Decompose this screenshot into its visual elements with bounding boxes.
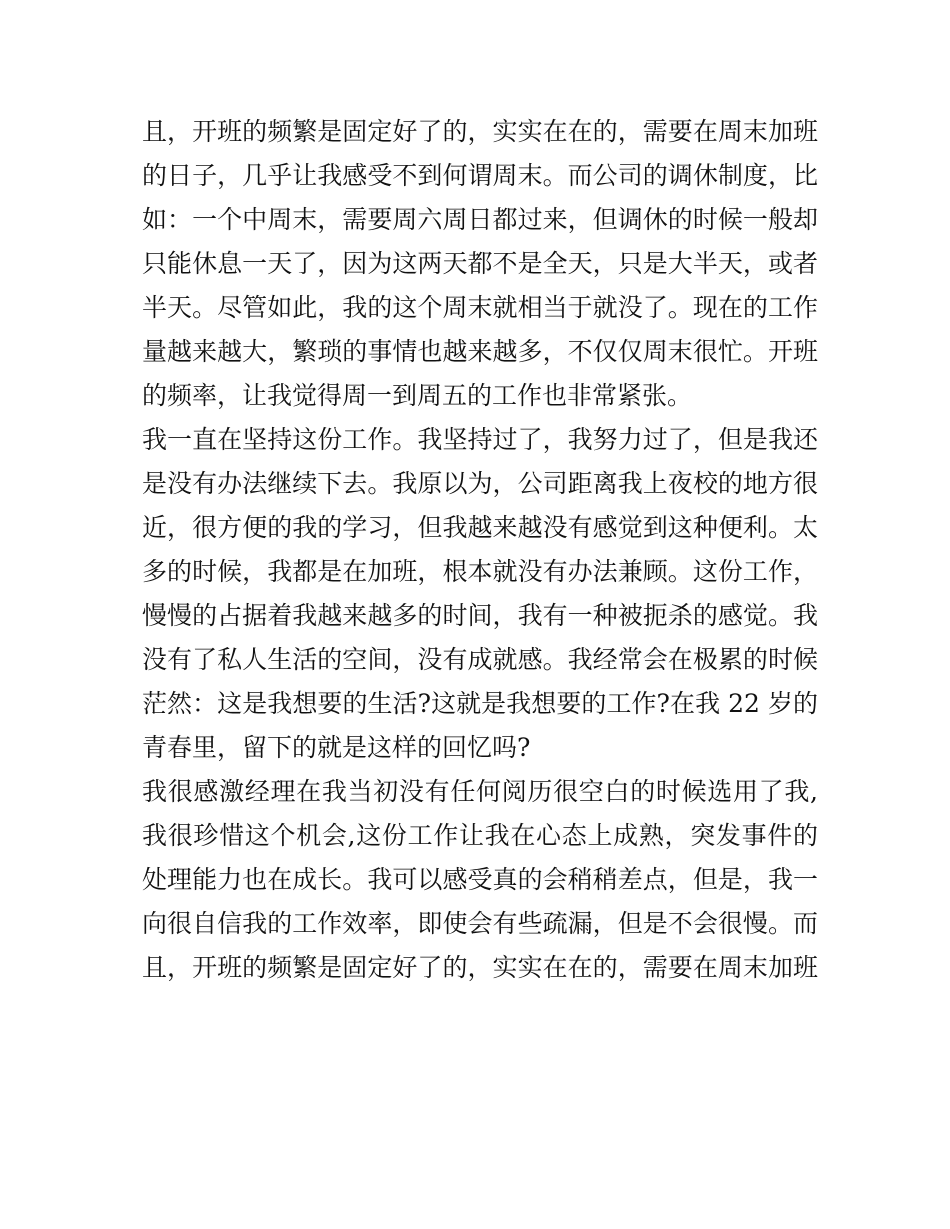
text-line: 且，开班的频繁是固定好了的，实实在在的，需要在周末加班	[142, 953, 818, 982]
text-line: 且，开班的频繁是固定好了的，实实在在的，需要在周末加班	[142, 117, 818, 146]
text-line: 只能休息一天了，因为这两天都不是全天，只是大半天，或者	[142, 249, 818, 278]
text-line: 我一直在坚持这份工作。我坚持过了，我努力过了，但是我还	[142, 425, 818, 454]
text-line: 的频率，让我觉得周一到周五的工作也非常紧张。	[142, 381, 693, 410]
text-line: 多的时候，我都是在加班，根本就没有办法兼顾。这份工作，	[142, 557, 818, 586]
text-line: 近，很方便的我的学习，但我越来越没有感觉到这种便利。太	[142, 513, 818, 542]
text-line: 是没有办法继续下去。我原以为，公司距离我上夜校的地方很	[142, 469, 818, 498]
text-line: 向很自信我的工作效率，即使会有些疏漏，但是不会很慢。而	[142, 909, 818, 938]
text-line: 茫然：这是我想要的生活?这就是我想要的工作?在我 22 岁的	[142, 689, 818, 718]
text-line: 如：一个中周末，需要周六周日都过来，但调休的时候一般却	[142, 205, 818, 234]
text-line: 处理能力也在成长。我可以感受真的会稍稍差点，但是，我一	[142, 865, 818, 894]
body-text	[142, 110, 818, 990]
text-line: 我很珍惜这个机会,这份工作让我在心态上成熟，突发事件的	[142, 821, 818, 850]
text-line: 青春里，留下的就是这样的回忆吗?	[142, 733, 531, 762]
text-line: 没有了私人生活的空间，没有成就感。我经常会在极累的时候	[142, 645, 818, 674]
text-line: 慢慢的占据着我越来越多的时间，我有一种被扼杀的感觉。我	[142, 601, 818, 630]
text-line: 半天。尽管如此，我的这个周末就相当于就没了。现在的工作	[142, 293, 818, 322]
text-line: 的日子，几乎让我感受不到何谓周末。而公司的调休制度，比	[142, 161, 818, 190]
text-line: 量越来越大，繁琐的事情也越来越多，不仅仅周末很忙。开班	[142, 337, 818, 366]
text-line: 我很感激经理在我当初没有任何阅历很空白的时候选用了我,	[142, 777, 818, 806]
